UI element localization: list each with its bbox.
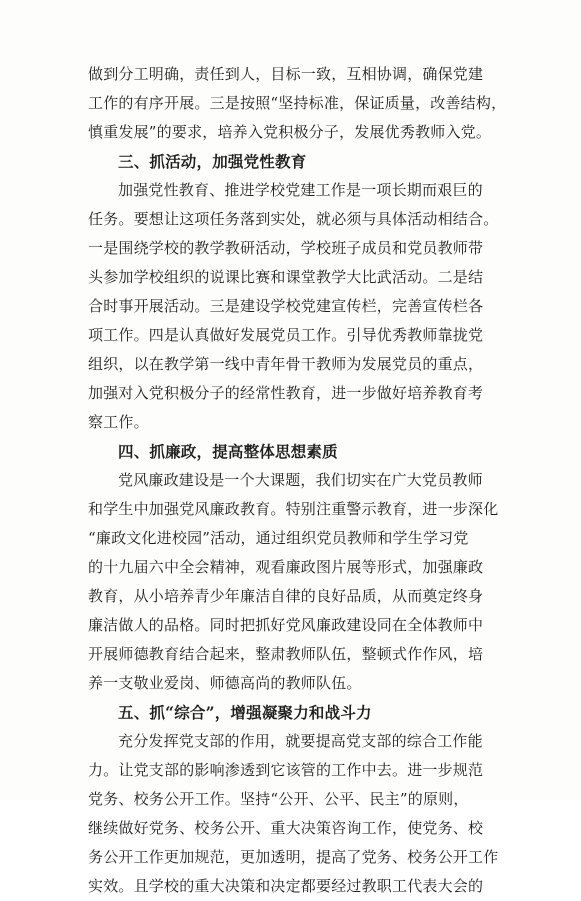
paragraph-first-line: 党风廉政建设是一个大课题，我们切实在广大党员教师 bbox=[118, 471, 483, 489]
body-text-line: 养一支敬业爱岗、师德高尚的教师队伍。 bbox=[88, 674, 362, 692]
body-text-line: 组织，以在教学第一线中青年骨干教师为发展党员的重点， bbox=[88, 355, 484, 373]
body-text-line: 做到分工明确，责任到人，目标一致，互相协调，确保党建 bbox=[88, 65, 484, 83]
body-text-line: 开展师德教育结合起来，整肃教师队伍，整顿式作作风，培 bbox=[88, 645, 484, 663]
body-text-line: 力。让党支部的影响渗透到它该管的工作中去。进一步规范 bbox=[88, 761, 484, 779]
section-heading: 五、抓“综合”，增强凝聚力和战斗力 bbox=[118, 703, 372, 722]
paragraph-first-line: 充分发挥党支部的作用，就要提高党支部的综合工作能 bbox=[118, 732, 483, 750]
body-text-line: 实效。且学校的重大决策和决定都要经过教职工代表大会的 bbox=[88, 877, 484, 895]
body-text-line: 的十九届六中全会精神，观看廉政图片展等形式，加强廉政 bbox=[88, 558, 484, 576]
body-text-line: 一是围绕学校的教学教研活动，学校班子成员和党员教师带 bbox=[88, 239, 484, 257]
body-text-line: “廉政文化进校园”活动，通过组织党员教师和学生学习党 bbox=[88, 529, 469, 547]
body-text-line: 头参加学校组织的说课比赛和课堂教学大比武活动。二是结 bbox=[88, 268, 484, 286]
body-text-line: 继续做好党务、校务公开、重大决策咨询工作，使党务、校 bbox=[88, 819, 484, 837]
paragraph-first-line: 加强党性教育、推进学校党建工作是一项长期而艰巨的 bbox=[118, 181, 483, 199]
section-heading: 三、抓活动，加强党性教育 bbox=[118, 152, 307, 171]
body-text-line: 加强对入党积极分子的经常性教育，进一步做好培养教育考 bbox=[88, 384, 484, 402]
body-text-line: 察工作。 bbox=[88, 413, 149, 431]
body-text-line: 任务。要想让这项任务落到实处，就必须与具体活动相结合。 bbox=[88, 210, 499, 228]
body-text-line: 合时事开展活动。三是建设学校党建宣传栏，完善宣传栏各 bbox=[88, 297, 484, 315]
body-text-line: 教育，从小培养青少年廉洁自律的良好品质，从而奠定终身 bbox=[88, 587, 484, 605]
body-text-line: 党务、校务公开工作。坚持“公开、公平、民主”的原则， bbox=[88, 790, 469, 808]
body-text-line: 务公开工作更加规范，更加透明，提高了党务、校务公开工作 bbox=[88, 848, 499, 866]
body-text-line: 和学生中加强党风廉政教育。特别注重警示教育，进一步深化 bbox=[88, 500, 499, 518]
document-body bbox=[88, 60, 513, 901]
section-heading: 四、抓廉政，提高整体思想素质 bbox=[118, 442, 338, 461]
body-text-line: 工作的有序开展。三是按照“坚持标准，保证质量，改善结构， bbox=[88, 94, 507, 112]
body-text-line: 廉洁做人的品格。同时把抓好党风廉政建设同在全体教师中 bbox=[88, 616, 484, 634]
body-text-line: 项工作。四是认真做好发展党员工作。引导优秀教师靠拢党 bbox=[88, 326, 484, 344]
body-text-line: 慎重发展”的要求，培养入党积极分子，发展优秀教师入党。 bbox=[88, 123, 492, 141]
